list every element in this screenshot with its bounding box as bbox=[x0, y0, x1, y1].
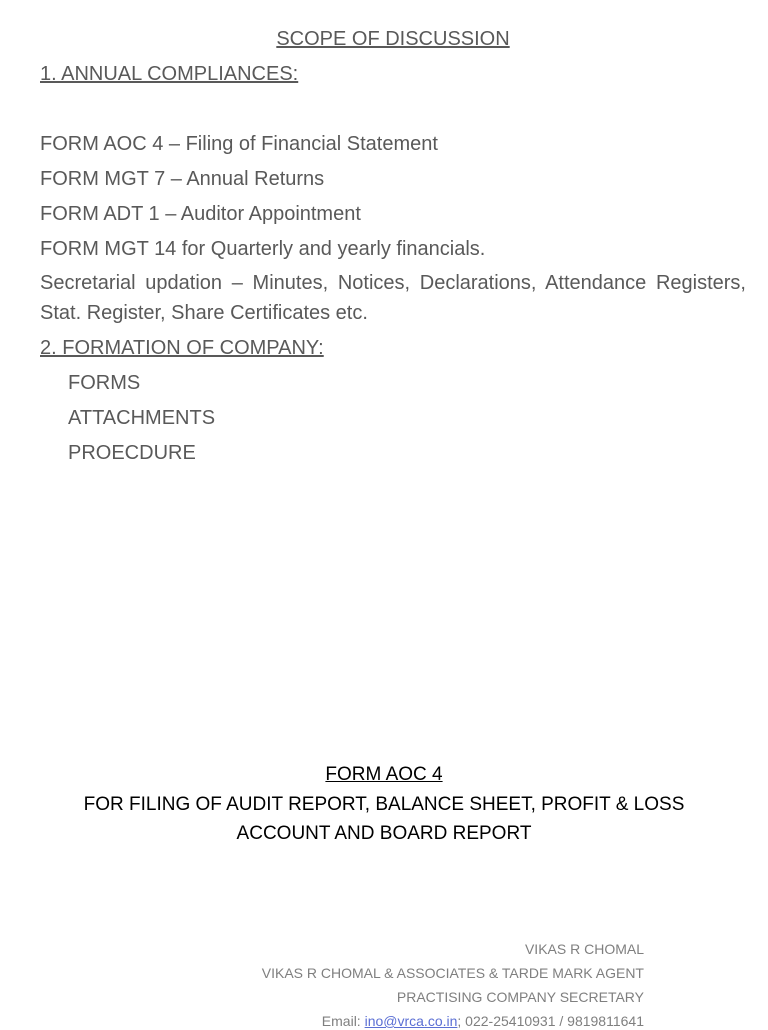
list-item: FORM ADT 1 – Auditor Appointment bbox=[40, 203, 361, 225]
list-item: FORMS bbox=[68, 372, 141, 394]
section-heading-formation-of-company: 2. FORMATION OF COMPANY: bbox=[40, 337, 324, 359]
list-item: FORM MGT 7 – Annual Returns bbox=[40, 168, 325, 190]
footer-email-label: Email: bbox=[321, 1013, 365, 1029]
footer-phone: ; 022-25410931 / 9819811641 bbox=[457, 1013, 644, 1029]
slide-title-text: SCOPE OF DISCUSSION bbox=[276, 28, 510, 50]
list-item: Secretarial updation – Minutes, Notices, Declarations, Attendance Registers, Stat. Register, Share Certificates etc. bbox=[40, 272, 746, 324]
footer-contact bbox=[322, 1012, 644, 1030]
list-item: ATTACHMENTS bbox=[68, 407, 216, 429]
footer-name: VIKAS R CHOMAL bbox=[524, 941, 644, 957]
slide-form-aoc-4 bbox=[0, 740, 768, 1029]
slide-title bbox=[0, 762, 768, 788]
footer-firm: VIKAS R CHOMAL & ASSOCIATES & TARDE MARK AGENT bbox=[261, 965, 644, 981]
footer-designation: PRACTISING COMPANY SECRETARY bbox=[396, 989, 644, 1005]
list-item: FORM MGT 14 for Quarterly and yearly financials. bbox=[40, 238, 486, 260]
email-link[interactable]: ino@vrca.co.in bbox=[364, 1013, 458, 1029]
slide-title bbox=[0, 26, 768, 52]
section-heading-annual-compliances: 1. ANNUAL COMPLIANCES: bbox=[40, 63, 299, 85]
list-item: FORM AOC 4 – Filing of Financial Statement bbox=[40, 133, 438, 155]
slide-title-text: FORM AOC 4 bbox=[325, 764, 443, 785]
list-item: PROECDURE bbox=[68, 442, 196, 464]
slide-subtitle: FOR FILING OF AUDIT REPORT, BALANCE SHEET, PROFIT & LOSS ACCOUNT AND BOARD REPORT bbox=[83, 794, 685, 844]
